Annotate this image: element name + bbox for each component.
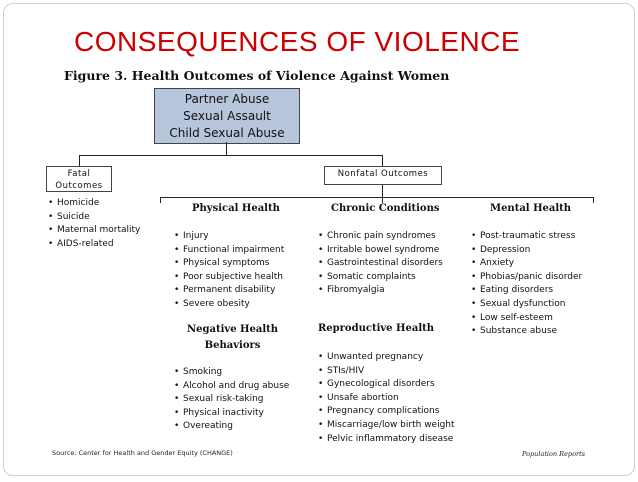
list-item: • Somatic complaints: [318, 271, 443, 285]
list-item: • Low self-esteem: [471, 312, 582, 326]
list-item: • Substance abuse: [471, 325, 582, 339]
list-item: • Phobias/panic disorder: [471, 271, 582, 285]
fatal-label-line2: Outcomes: [55, 181, 103, 191]
list-item: • Pelvic inflammatory disease: [318, 433, 455, 447]
violence-types-box: [154, 88, 300, 144]
list-item: • Sexual dysfunction: [471, 298, 582, 312]
connector-to-nonfatal: [382, 155, 383, 166]
list-item: • Gastrointestinal disorders: [318, 257, 443, 271]
list-item: • Pregnancy complications: [318, 405, 455, 419]
fatal-label-line1: Fatal: [67, 169, 91, 179]
list-item: • Functional impairment: [174, 244, 284, 258]
list-item: • Unsafe abortion: [318, 392, 455, 406]
list-item: • Suicide: [48, 211, 140, 225]
list-item: • Physical symptoms: [174, 257, 284, 271]
slide: [3, 3, 635, 476]
physical-health-heading: Physical Health: [192, 203, 280, 214]
list-item: • Anxiety: [471, 257, 582, 271]
fatal-outcomes-box: [46, 166, 112, 192]
list-item: • Severe obesity: [174, 298, 284, 312]
mental-health-list: [471, 230, 582, 339]
violence-type-child-sexual-abuse: Child Sexual Abuse: [169, 125, 285, 140]
connector-to-fatal: [79, 155, 80, 166]
list-item: • Injury: [174, 230, 284, 244]
connector-to-mental: [593, 197, 594, 203]
list-item: • Physical inactivity: [174, 407, 289, 421]
publication-credit: Population Reports: [522, 450, 586, 458]
slide-title: CONSEQUENCES OF VIOLENCE: [74, 26, 521, 57]
list-item: • STIs/HIV: [318, 365, 455, 379]
reproductive-health-list: [318, 351, 455, 446]
figure-title: Figure 3. Health Outcomes of Violence Against Women: [64, 68, 450, 83]
violence-type-partner-abuse: Partner Abuse: [184, 91, 270, 106]
connector-nonfatal-down: [382, 183, 383, 197]
list-item: • Fibromyalgia: [318, 284, 443, 298]
list-item: • Overeating: [174, 420, 289, 434]
list-item: • Eating disorders: [471, 284, 582, 298]
fatal-outcomes-list: [48, 197, 140, 251]
list-item: • Alcohol and drug abuse: [174, 380, 289, 394]
connector-to-physical: [160, 197, 161, 203]
connector-categories-horizontal: [160, 197, 594, 198]
chronic-conditions-list: [318, 230, 443, 298]
list-item: • Post-traumatic stress: [471, 230, 582, 244]
violence-type-sexual-assault: Sexual Assault: [183, 108, 271, 123]
connector-root-down: [226, 142, 227, 155]
physical-health-list: [174, 230, 284, 312]
list-item: • Unwanted pregnancy: [318, 351, 455, 365]
list-item: • Sexual risk-taking: [174, 393, 289, 407]
list-item: • Gynecological disorders: [318, 378, 455, 392]
list-item: • Chronic pain syndromes: [318, 230, 443, 244]
negative-health-behaviors-heading: [187, 322, 278, 354]
chronic-conditions-heading: Chronic Conditions: [331, 203, 440, 214]
nonfatal-outcomes-box: Nonfatal Outcomes: [324, 166, 442, 185]
list-item: • Miscarriage/low birth weight: [318, 419, 455, 433]
negative-health-behaviors-list: [174, 366, 289, 434]
reproductive-health-heading: Reproductive Health: [318, 323, 435, 334]
list-item: • Homicide: [48, 197, 140, 211]
list-item: • Smoking: [174, 366, 289, 380]
mental-health-heading: Mental Health: [490, 203, 572, 214]
list-item: • Irritable bowel syndrome: [318, 244, 443, 258]
connector-top-horizontal: [79, 155, 382, 156]
list-item: • Maternal mortality: [48, 224, 140, 238]
list-item: • Depression: [471, 244, 582, 258]
list-item: • AIDS-related: [48, 238, 140, 252]
source-note: Source: Center for Health and Gender Equity (CHANGE): [52, 449, 233, 457]
list-item: • Permanent disability: [174, 284, 284, 298]
list-item: • Poor subjective health: [174, 271, 284, 285]
negative-health-behaviors-heading-line2: Behaviors: [204, 340, 261, 351]
negative-health-behaviors-heading-line1: Negative Health: [187, 324, 279, 335]
